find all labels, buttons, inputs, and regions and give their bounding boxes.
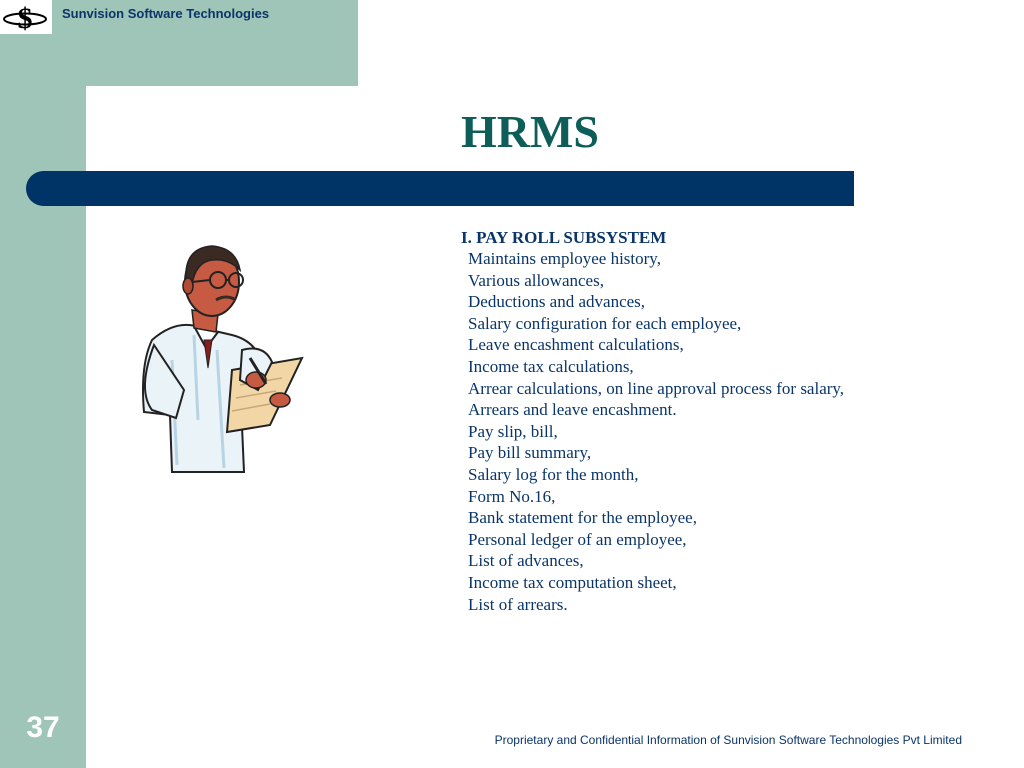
list-item: Leave encashment calculations, — [468, 335, 684, 355]
man-with-clipboard-illustration — [132, 240, 312, 480]
side-band — [0, 0, 86, 768]
list-item: Salary log for the month, — [468, 464, 639, 484]
list-item: Maintains employee history, — [468, 249, 661, 268]
footer-text: Proprietary and Confidential Information of Sunvision Software Technologies Pvt Limited — [494, 733, 962, 747]
list-item: Deductions and advances, — [468, 292, 646, 312]
list-item: List of advances, — [468, 551, 584, 571]
logo — [0, 0, 52, 34]
slide-number: 37 — [26, 711, 60, 744]
content-corner — [86, 86, 146, 146]
list-item: Bank statement for the employee, — [468, 508, 697, 528]
list-item: Personal ledger of an employee, — [468, 529, 687, 549]
payroll-content — [461, 228, 844, 615]
list-item: Pay bill summary, — [468, 443, 592, 463]
section-heading: I. PAY ROLL SUBSYSTEM — [461, 228, 667, 247]
list-item: Form No.16, — [468, 486, 556, 506]
svg-text:$: $ — [17, 2, 33, 34]
list-item: Salary configuration for each employee, — [468, 313, 742, 333]
company-name: Sunvision Software Technologies — [62, 6, 270, 21]
title-bar — [26, 171, 854, 206]
list-item: Arrear calculations, on line approval process for salary, — [468, 378, 845, 398]
list-item: List of arrears. — [468, 594, 568, 614]
slide-title: HRMS — [461, 106, 599, 157]
feature-list — [461, 248, 844, 615]
dollar-globe-icon — [0, 0, 52, 34]
list-item: Arrears and leave encashment. — [468, 400, 677, 420]
list-item: Income tax computation sheet, — [468, 572, 677, 592]
list-item: Income tax calculations, — [468, 356, 634, 376]
list-item: Pay slip, bill, — [468, 421, 558, 441]
list-item: Various allowances, — [468, 270, 604, 290]
